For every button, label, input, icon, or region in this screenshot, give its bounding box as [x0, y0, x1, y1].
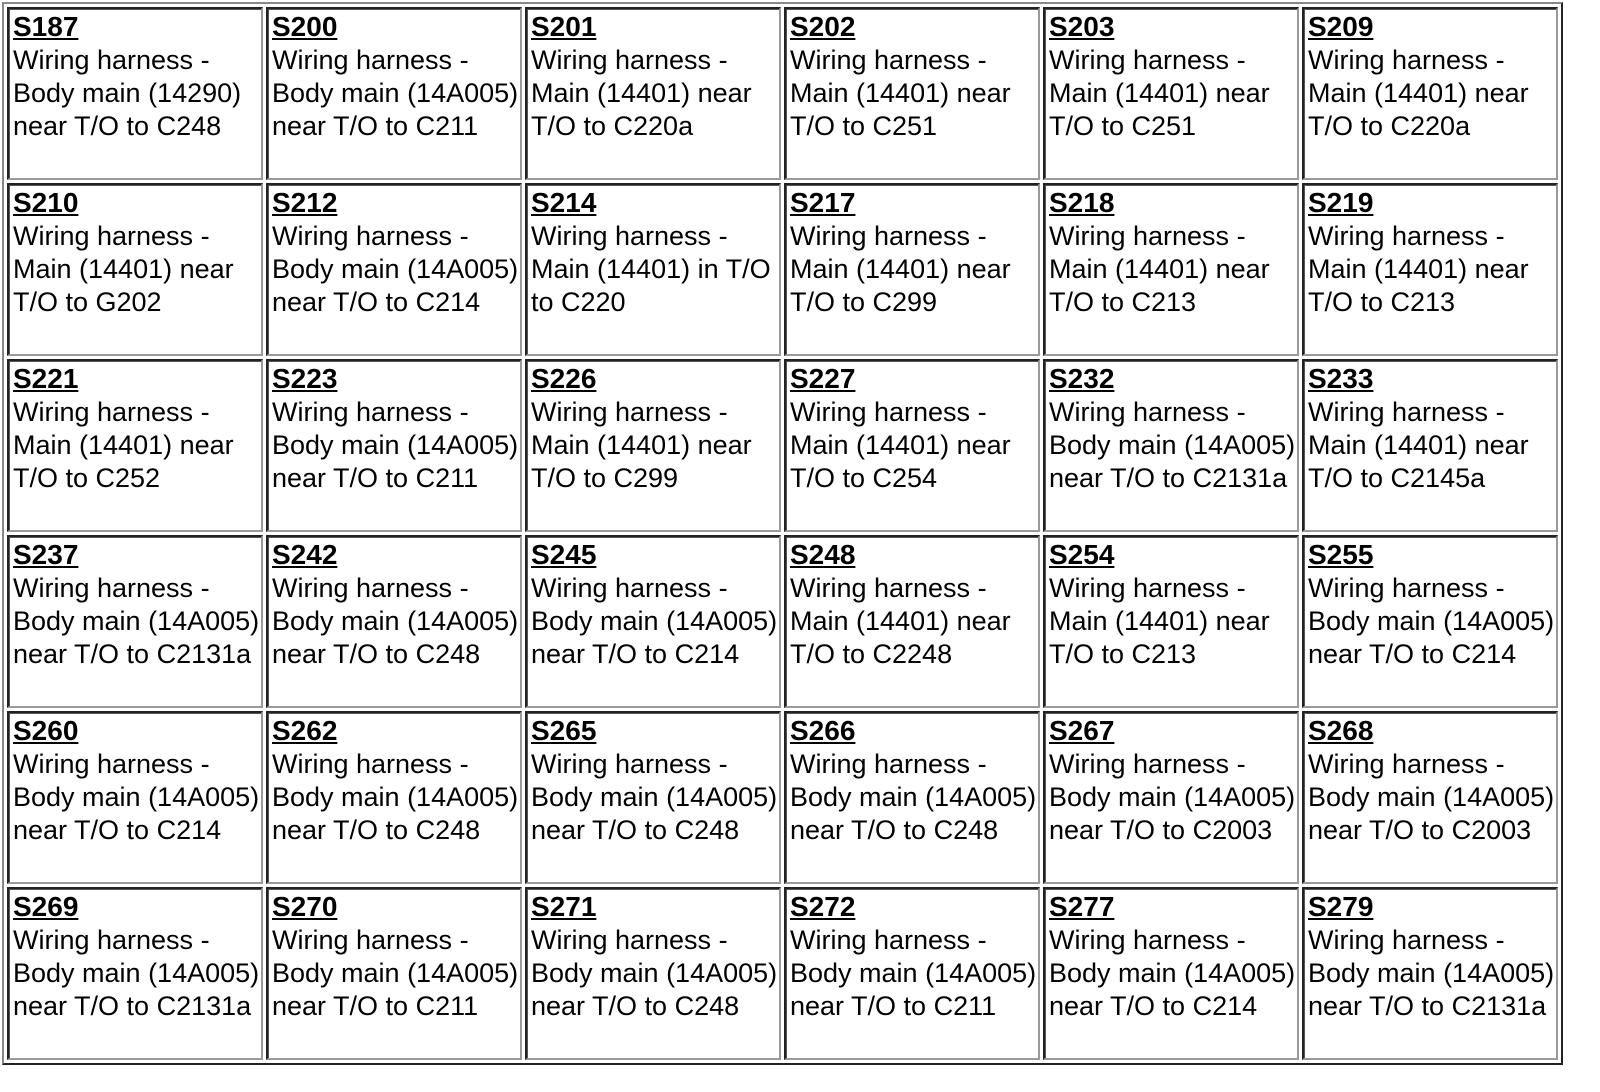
splice-location-table [2, 2, 1563, 1065]
table-row [7, 183, 1558, 356]
splice-id-link[interactable]: S267 [1049, 715, 1115, 746]
splice-id-link[interactable]: S209 [1308, 11, 1374, 42]
splice-id-link[interactable]: S260 [13, 715, 79, 746]
splice-cell [525, 535, 781, 708]
splice-cell-content [786, 537, 1038, 671]
splice-cell-content [786, 9, 1038, 143]
splice-id-link[interactable]: S268 [1308, 715, 1374, 746]
table-row [7, 887, 1558, 1060]
splice-location-description: Wiring harness - Body main (14A005) near T/O to C248 [531, 925, 778, 1021]
splice-id-link[interactable]: S217 [790, 187, 856, 218]
splice-cell [525, 887, 781, 1060]
splice-cell-content [9, 361, 261, 495]
splice-cell-content [9, 185, 261, 319]
splice-cell [7, 535, 263, 708]
splice-cell [7, 183, 263, 356]
splice-cell [1043, 711, 1299, 884]
splice-location-description: Wiring harness - Body main (14A005) near T/O to C211 [272, 397, 519, 493]
splice-location-description: Wiring harness - Body main (14A005) near T/O to C2131a [1049, 397, 1296, 493]
splice-location-description: Wiring harness - Body main (14A005) near T/O to C214 [1308, 573, 1555, 669]
splice-cell [1302, 359, 1558, 532]
splice-cell-content [268, 185, 520, 319]
splice-location-description: Wiring harness - Main (14401) near T/O to C2145a [1308, 397, 1529, 493]
splice-id-link[interactable]: S279 [1308, 891, 1374, 922]
splice-cell [7, 359, 263, 532]
splice-id-link[interactable]: S242 [272, 539, 338, 570]
splice-id-link[interactable]: S200 [272, 11, 338, 42]
splice-id-link[interactable]: S219 [1308, 187, 1374, 218]
splice-id-link[interactable]: S248 [790, 539, 856, 570]
splice-id-link[interactable]: S237 [13, 539, 79, 570]
splice-id-link[interactable]: S218 [1049, 187, 1115, 218]
splice-cell-content [268, 537, 520, 671]
splice-id-link[interactable]: S214 [531, 187, 597, 218]
splice-id-link[interactable]: S187 [13, 11, 79, 42]
splice-id-link[interactable]: S262 [272, 715, 338, 746]
splice-cell [1302, 711, 1558, 884]
splice-cell-content [527, 713, 779, 847]
splice-location-description: Wiring harness - Main (14401) near T/O to C220a [1308, 45, 1529, 141]
splice-id-link[interactable]: S272 [790, 891, 856, 922]
splice-cell-content [268, 9, 520, 143]
splice-cell-content [1045, 889, 1297, 1023]
splice-id-link[interactable]: S221 [13, 363, 79, 394]
splice-location-description: Wiring harness - Main (14401) near T/O to C251 [790, 45, 1011, 141]
splice-location-description: Wiring harness - Body main (14A005) near T/O to C211 [272, 45, 519, 141]
splice-location-description: Wiring harness - Body main (14A005) near T/O to C248 [272, 749, 519, 845]
splice-cell [525, 183, 781, 356]
splice-id-link[interactable]: S255 [1308, 539, 1374, 570]
splice-cell [266, 887, 522, 1060]
splice-cell-content [786, 185, 1038, 319]
splice-cell-content [9, 713, 261, 847]
splice-cell [1302, 535, 1558, 708]
splice-id-link[interactable]: S270 [272, 891, 338, 922]
splice-cell [266, 535, 522, 708]
splice-cell [784, 183, 1040, 356]
splice-cell-content [786, 361, 1038, 495]
splice-location-description: Wiring harness - Body main (14A005) near T/O to C2003 [1049, 749, 1296, 845]
splice-id-link[interactable]: S265 [531, 715, 597, 746]
splice-location-description: Wiring harness - Body main (14A005) near T/O to C214 [272, 221, 519, 317]
splice-location-description: Wiring harness - Body main (14A005) near T/O to C214 [1049, 925, 1296, 1021]
splice-location-description: Wiring harness - Body main (14A005) near T/O to C248 [272, 573, 519, 669]
splice-cell-content [1045, 9, 1297, 143]
splice-id-link[interactable]: S254 [1049, 539, 1115, 570]
table-row [7, 711, 1558, 884]
splice-location-description: Wiring harness - Main (14401) near T/O to C252 [13, 397, 234, 493]
splice-cell-content [786, 713, 1038, 847]
splice-id-link[interactable]: S266 [790, 715, 856, 746]
splice-location-description: Wiring harness - Body main (14A005) near T/O to C2131a [13, 925, 260, 1021]
splice-location-description: Wiring harness - Body main (14A005) near T/O to C248 [790, 749, 1037, 845]
splice-id-link[interactable]: S232 [1049, 363, 1115, 394]
splice-cell [7, 711, 263, 884]
splice-id-link[interactable]: S201 [531, 11, 597, 42]
table-row [7, 7, 1558, 180]
splice-id-link[interactable]: S212 [272, 187, 338, 218]
splice-cell-content [9, 889, 261, 1023]
splice-cell [266, 711, 522, 884]
splice-cell-content [1304, 9, 1556, 143]
splice-id-link[interactable]: S226 [531, 363, 597, 394]
splice-table-body [7, 7, 1558, 1060]
splice-location-description: Wiring harness - Body main (14A005) near T/O to C248 [531, 749, 778, 845]
splice-cell [1043, 7, 1299, 180]
splice-location-description: Wiring harness - Body main (14A005) near T/O to C211 [790, 925, 1037, 1021]
splice-cell [525, 711, 781, 884]
splice-location-description: Wiring harness - Body main (14A005) near T/O to C214 [13, 749, 260, 845]
splice-id-link[interactable]: S271 [531, 891, 597, 922]
splice-cell-content [786, 889, 1038, 1023]
splice-cell-content [1045, 361, 1297, 495]
splice-cell [1302, 7, 1558, 180]
splice-location-description: Wiring harness - Body main (14A005) near T/O to C211 [272, 925, 519, 1021]
splice-cell [525, 359, 781, 532]
splice-cell-content [1304, 185, 1556, 319]
splice-location-description: Wiring harness - Main (14401) near T/O to C213 [1049, 221, 1270, 317]
splice-location-description: Wiring harness - Main (14401) near T/O to C2248 [790, 573, 1011, 669]
splice-location-description: Wiring harness - Main (14401) near T/O to C299 [790, 221, 1011, 317]
splice-cell [266, 7, 522, 180]
splice-cell-content [268, 713, 520, 847]
splice-cell-content [1304, 537, 1556, 671]
splice-location-description: Wiring harness - Main (14401) in T/O to C220 [531, 221, 771, 317]
splice-location-description: Wiring harness - Main (14401) near T/O to C213 [1308, 221, 1529, 317]
splice-cell [1043, 359, 1299, 532]
splice-location-description: Wiring harness - Body main (14290) near T/O to C248 [13, 45, 242, 141]
splice-cell-content [527, 537, 779, 671]
splice-id-link[interactable]: S245 [531, 539, 597, 570]
splice-cell [784, 711, 1040, 884]
splice-location-description: Wiring harness - Main (14401) near T/O to C251 [1049, 45, 1270, 141]
splice-cell-content [1304, 889, 1556, 1023]
splice-id-link[interactable]: S269 [13, 891, 79, 922]
splice-location-description: Wiring harness - Body main (14A005) near T/O to C2131a [13, 573, 260, 669]
splice-id-link[interactable]: S233 [1308, 363, 1374, 394]
splice-cell [7, 887, 263, 1060]
splice-cell [7, 7, 263, 180]
splice-location-description: Wiring harness - Main (14401) near T/O to C299 [531, 397, 752, 493]
splice-cell-content [527, 185, 779, 319]
splice-cell [1302, 183, 1558, 356]
splice-location-description: Wiring harness - Main (14401) near T/O to G202 [13, 221, 234, 317]
splice-location-description: Wiring harness - Body main (14A005) near T/O to C214 [531, 573, 778, 669]
table-row [7, 535, 1558, 708]
splice-location-description: Wiring harness - Main (14401) near T/O to C213 [1049, 573, 1270, 669]
splice-cell [784, 887, 1040, 1060]
splice-cell [266, 183, 522, 356]
splice-cell [1043, 535, 1299, 708]
splice-cell [1302, 887, 1558, 1060]
splice-id-link[interactable]: S277 [1049, 891, 1115, 922]
splice-cell-content [1045, 185, 1297, 319]
splice-cell-content [527, 361, 779, 495]
splice-id-link[interactable]: S202 [790, 11, 856, 42]
splice-cell-content [527, 9, 779, 143]
splice-cell [266, 359, 522, 532]
splice-cell [525, 7, 781, 180]
splice-location-description: Wiring harness - Body main (14A005) near T/O to C2131a [1308, 925, 1555, 1021]
splice-cell [1043, 183, 1299, 356]
splice-cell-content [1045, 713, 1297, 847]
splice-cell [784, 7, 1040, 180]
splice-cell-content [527, 889, 779, 1023]
splice-cell-content [268, 361, 520, 495]
splice-cell-content [1304, 361, 1556, 495]
splice-cell-content [9, 9, 261, 143]
splice-id-link[interactable]: S203 [1049, 11, 1115, 42]
splice-cell [784, 535, 1040, 708]
splice-id-link[interactable]: S210 [13, 187, 79, 218]
splice-id-link[interactable]: S223 [272, 363, 338, 394]
splice-cell [1043, 887, 1299, 1060]
splice-location-description: Wiring harness - Main (14401) near T/O to C220a [531, 45, 752, 141]
splice-cell-content [1304, 713, 1556, 847]
splice-cell [784, 359, 1040, 532]
splice-location-description: Wiring harness - Main (14401) near T/O to C254 [790, 397, 1011, 493]
splice-location-description: Wiring harness - Body main (14A005) near T/O to C2003 [1308, 749, 1555, 845]
splice-id-link[interactable]: S227 [790, 363, 856, 394]
table-row [7, 359, 1558, 532]
splice-cell-content [268, 889, 520, 1023]
splice-cell-content [9, 537, 261, 671]
splice-cell-content [1045, 537, 1297, 671]
